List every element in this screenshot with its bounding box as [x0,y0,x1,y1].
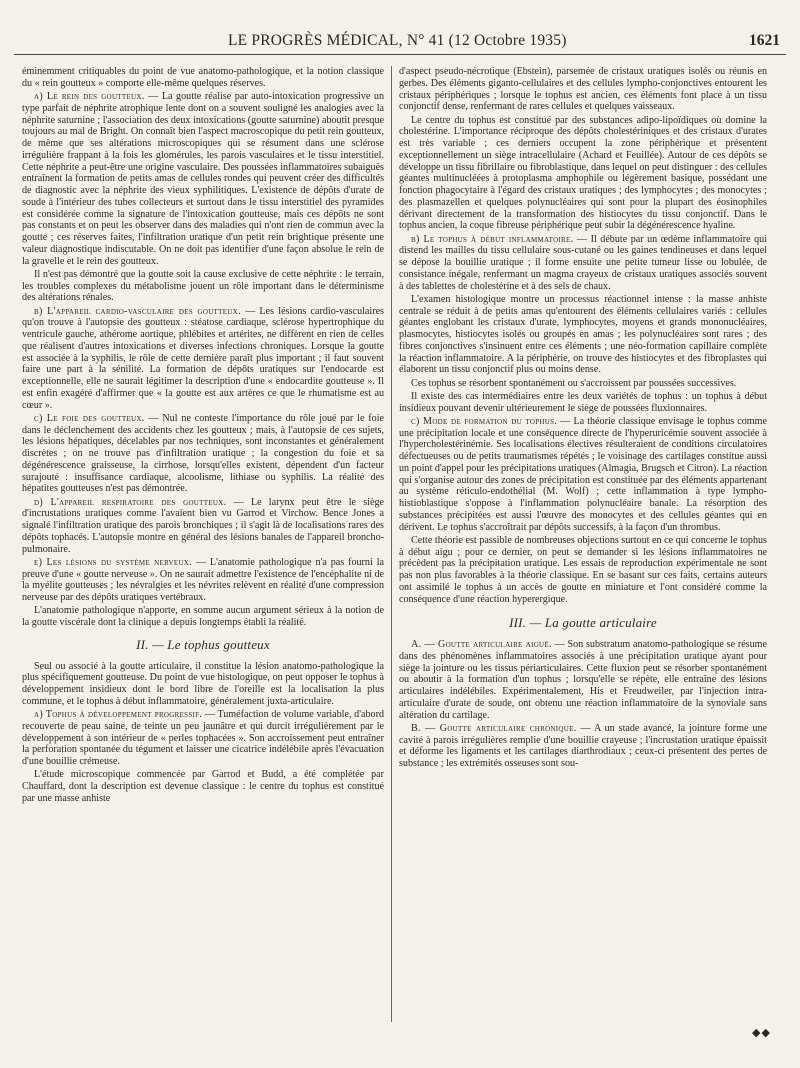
paragraph-goutte-chronique [399,723,767,770]
subheading: b) Le tophus à début inflammatoire. [411,233,574,245]
paragraph: L'examen histologique montre un processus réactionnel intense : la masse anhiste centrale se réduit à de petits amas qu'entourent des éléments cellulaires variés : cellules géantes englobant les cristaux d'urate, lymphocytes, moyens et grands mononucléaires, plasmocytes, histiocytes isolés ou groupés en amas ; les polynucléaires sont rares ; des fibres conjonctives s'insinuent entre ces éléments ; une néo-formation capillaire complète la réaction inflammatoire. A la périphérie, on trouve des histiocytes et des fibroplastes qui élaborent un tissu conjonctif plus ou moins dense. [399,293,767,376]
paragraph-respiratoire [22,497,384,556]
paragraph: Cette théorie est passible de nombreuses objections surtout en ce qui concerne le tophus à début aigu ; pour ce dernier, on peut se demander si les lésions inflammatoires ne précèdent pas la précipitation uratique. Les essais de reproduction expérimentale ne sont pas non plus favorables à la théorie classique. En se basant sur ces faits, certains auteurs ont assimilé le tophus à un accès de goutte en miniature et l'ont considéré comme la conséquence d'une réaction hyperergique. [399,534,767,605]
right-column [399,66,767,1062]
paragraph: Il existe des cas intermédiaires entre les deux variétés de tophus : un tophus à début insidieux pouvant devenir ultérieurement le siège de poussées fluxionnaires. [399,390,767,414]
subheading: c) Mode de formation du tophus. [411,415,558,427]
paragraph-text: — La goutte réalise par auto-intoxication progressive un type parfait de néphrite atrophique lente dont on a souvent souligné les analogies avec la néphrite saturnine ; l'association des deux intoxications (goutte saturnine) aboutit presque toujours au mal de Bright. On connaît bien l'aspect macroscopique du petit rein goutteux, de même que ses altérations microscopiques qui se résument dans une sclérose irrégulière frappant à la fois les glomérules, les parois vasculaires et le tissu interstitiel. Cette néphrite a peut-être une origine vasculaire. Des poussées inflammatoires subaiguës entraînent la formation de petits amas de cellules rondes qui peuvent créer des difficultés de diagnostic avec la néphrite des vieux syphilitiques. L'existence de dépôts d'urate de soude à l'intérieur des tubes collecteurs et surtout dans le tissu interstitiel des pyramides est considérée comme la signature de l'intoxication goutteuse, mais ces dépôts ne sont pas constants et on peut les observer dans des maladies qui n'ont rien de commun avec la goutte ; ces réserves faites, l'infiltration uratique d'un petit rein brightique présente une valeur diagnostique indiscutable. On ne doit pas identifier d'une façon absolue le rein de la gravelle et le rein des goutteux. [22,91,384,267]
paragraph-text: — Il débute par un œdème inflammatoire qui distend les mailles du tissu cellulaire sous-cutané ou les gaines tendineuses et dans lequel se dépose la bouillie uratique ; il forme ensuite une petite tumeur lisse ou lobulée, de consistance inégale, renfermant un magma crayeux de cristaux uratiques associés souvent à des tablettes de cholestérine et à des sels de chaux. [399,233,767,292]
paragraph-text: — La théorie classique envisage le tophus comme une précipitation locale et une conséquence directe de l'hyperuricémie souvent associée à l'hypercholestérinémie. Ses localisations électives résulteraient de conditions circulatoires défectueuses ou de petits traumatismes répétés ; le voisinage des cartilages constitue aussi un point d'appel pour les précipitations uratiques (Almagia, Brugsch et Citron). La réaction qui s'organise autour des zones de précipitation est constituée par des éléments appartenant au système réticulo-endothélial (M. Wolf) ; cette inflammation à type lympho-histioblastique s'oppose à l'inflammation polynucléaire banale. La résorption des substances précipitées est aussi l'œuvre des monocytes et des cellules géantes qui en dérivent. Le tophus s'accroîtrait par dépôts successifs, à la façon d'un thrombus. [399,415,767,533]
journal-title: LE PROGRÈS MÉDICAL, N° 41 (12 Octobre 1935) [228,32,567,49]
paragraph-rein [22,91,384,267]
continuation-ornament-icon: ◆◆ [752,1027,771,1039]
paragraph: éminemment critiquables du point de vue anatomo-pathologique, et la notion classique du « rein goutteux » comporte elle-même quelques réserves. [22,66,384,89]
paragraph: d'aspect pseudo-nécrotique (Ebstein), parsemée de cristaux uratiques isolés ou réunis en gerbes. Des éléments giganto-cellulaires et des cellules lympho-conjonctives entourent les cristaux périphériques ; lorsque le tophus est ancien, ces éléments font place à un tissu conjonctif dense, renfermant de rares cellules et quelques vaisseaux. [399,66,767,113]
section-heading: II. — Le tophus goutteux [136,636,270,652]
paragraph-text: — A un stade avancé, la jointure forme une cavité à parois irrégulières remplie d'une bouillie crayeuse ; l'incrustation uratique épaissit et déforme les ligaments et les cartilages diarthrodiaux ; ceux-ci présentent des pertes de substance ; les extrémités osseuses sont sou- [399,722,767,769]
section-heading: III. — La goutte articulaire [509,615,657,631]
paragraph: L'anatomie pathologique n'apporte, en somme aucun argument sérieux à la notion de la goutte viscérale dont la clinique a depuis longtemps établi la réalité. [22,605,384,628]
subheading: d) L'appareil respiratoire des goutteux. [34,496,227,508]
page-number: 1621 [749,32,780,49]
paragraph: Ces tophus se résorbent spontanément ou s'accroissent par poussées successives. [411,377,737,389]
subheading: b) L'appareil cardio-vasculaire des goutteux. [34,305,241,317]
paragraph: Le centre du tophus est constitué par des substances adipo-lipoïdiques où domine la cholestérine. L'importance réciproque des dépôts cholestériniques et des cristaux d'urates est très variable ; ces derniers occupent la zone périphérique et présentent exceptionnellement un siège intracellulaire (Achard et Feuillée). Autour de ces dépôts se développe un tissu fibrillaire ou fibroblastique, dans lequel on peut distinguer : des cellules géantes multinucléées à protoplasma amphophile ou légèrement basique, possédant une fonction phagocytaire à l'égard des cristaux uratiques ; des lymphocytes ; des monocytes ; des plasmazellen et quelques polynucléaires qui sont pour la plupart des éosinophiles dérivant directement de la transformation des histiocytes du tissu conjonctif. Dans le tophus ancien, la coque fibreuse périphérique peut subir la dégénérescence hyaline. [399,114,767,232]
paragraph-text: — Nul ne conteste l'importance du rôle joué par le foie dans le déclenchement des accidents chez les goutteux ; mais, à l'autopsie de ces sujets, les lésions hépatiques, décelables par nos techniques, sont inconstantes et généralement discrètes ; on ne trouve pas d'infiltration uratique ; la congestion du foie et sa dégénérescence graisseuse, la cirrhose, lorsqu'elles existent, dépendent d'un facteur surajouté : insuffisance cardiaque, alcoolisme, lithiase ou syphilis. La réalité des hépatites goutteuses n'est pas démontrée. [22,412,384,495]
subheading: B. — Goutte articulaire chronique. [411,722,577,734]
paragraph: Seul ou associé à la goutte articulaire, il constitue la lésion anatomo-pathologique la plus spécifiquement goutteuse. Du point de vue histologique, on peut opposer le tophus à développement insidieux dont le bord libre de l'oreille est la localisation la plus commune, et le tophus à début inflammatoire, généralement juxta-articulaire. [22,660,384,707]
paragraph-text: — L'anatomie pathologique n'a pas fourni la preuve d'une « goutte nerveuse ». On ne saurait admettre l'existence de l'encéphalite ni de la myélite goutteuses ; les névralgies et les névrites relèvent en réalité d'une compression nerveuse par des dépôts uratiques vertébraux. [22,556,384,603]
paragraph-nerveux [22,557,384,604]
running-header [14,32,786,55]
subheading: A. — Goutte articulaire aiguë. [411,639,552,650]
paragraph-goutte-aigue [399,639,767,721]
paragraph-cardio [22,306,384,412]
paragraph-text: — Tuméfaction de volume variable, d'abord recouverte de peau saine, de teinte un peu jaunâtre et qui durcit irrégulièrement par le développement à son intérieur de « perles tophacées ». Son accroissement peut entraîner la perforation spontanée du tégument et laisser une cicatrice indélébile après l'évacuation d'une bouillie crémeuse. [22,709,384,767]
paragraph-text: — Les lésions cardio-vasculaires qu'on trouve à l'autopsie des goutteux : stéatose cardiaque, sclérose hypertrophique du ventricule gauche, athérome aortique, phlébites et artérites, ne diffèrent en rien de celles que réalisent d'autres intoxications et diverses infections chroniques. Lorsque la goutte est associée à la syphilis, le rôle de cette dernière paraît plus important ; il faut souvent faire une part à la sénilité. La formation de dépôts uratiques sur l'endocarde est exceptionnelle, elle ne saurait légitimer la description d'une « endocardite goutteuse ». Il est enfin exagéré d'affirmer que « la goutte est aux artères ce que le rhumatisme est au cœur ». [22,305,384,411]
paragraph: L'étude microscopique commencée par Garrod et Budd, a été complétée par Chauffard, dont la description est devenue classique : le centre du tophus est constitué par une masse anhiste [22,769,384,804]
paragraph-formation [399,416,767,534]
subheading: a) Le rein des goutteux. [34,91,145,102]
paragraph-tophus-inflammatoire [399,234,767,293]
subheading: a) Tophus à développement progressif. [34,709,203,720]
subheading: c) Le foie des goutteux. [34,412,145,424]
left-column [22,66,384,1062]
paragraph-text: — Son substratum anatomo-pathologique se résume dans des phénomènes inflammatoires associés à une précipitation uratique ayant pour siège la jointure ou les tissus périarticulaires. Cette fluxion peut se résorber spontanément ou aboutir à la formation d'un tophus ; lorsqu'elle se répète, elle entraîne des lésions articulaires indélébiles. Expérimentalement, His et Freudweiler, par l'injection intra-articulaire d'urate de soude, ont obtenu une réaction inflammatoire de la synoviale sans altération du cartilage. [399,639,767,721]
paragraph-tophus-progressif [22,709,384,768]
column-divider [391,66,392,1022]
paragraph-foie [22,413,384,495]
paragraph: Il n'est pas démontré que la goutte soit la cause exclusive de cette néphrite : le terrain, les troubles complexes du métabolisme jouent un rôle important dans le déterminisme des altérations rénales. [22,268,384,304]
subheading: e) Les lésions du système nerveux. [34,556,192,568]
paragraph-text: — Le larynx peut être le siège d'incrustations uratiques comme l'avaient bien vu Garrod et Virchow. Bence Jones a signalé l'infiltration uratique des parois bronchiques ; il s'agit là de localisations rares des dépôts tophacés. L'autopsie montre en général des lésions banales de l'appareil broncho-pulmonaire. [22,496,384,555]
